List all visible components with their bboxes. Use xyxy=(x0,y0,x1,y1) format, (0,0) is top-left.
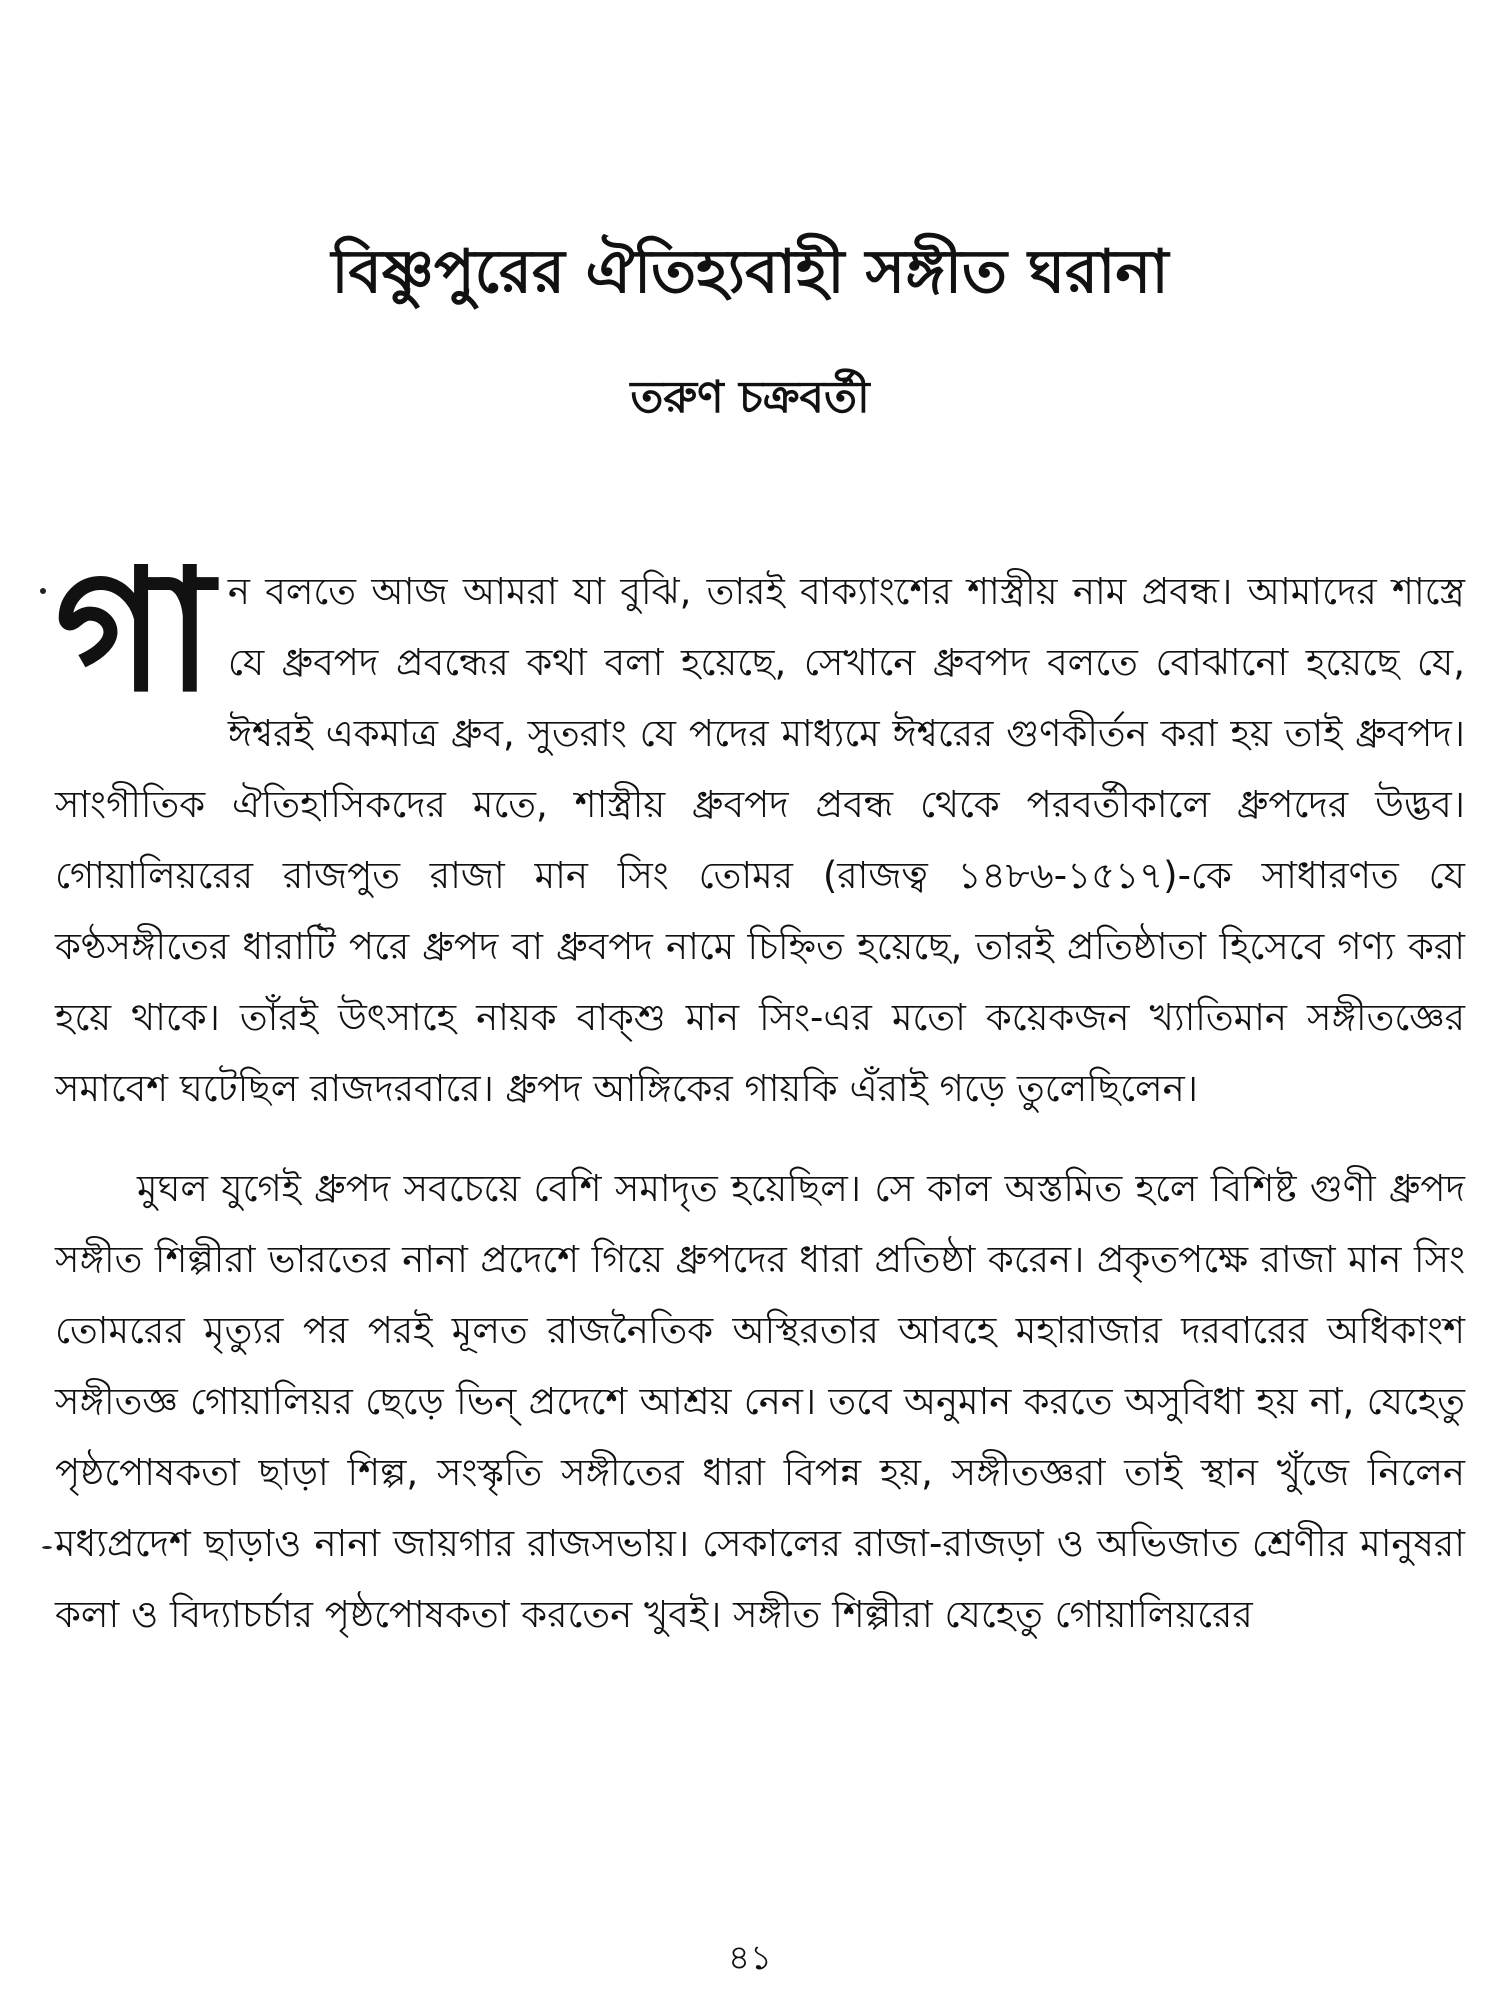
paragraph-2 xyxy=(55,1153,1465,1650)
drop-cap: গা xyxy=(55,533,210,729)
article-body xyxy=(55,533,1465,1650)
print-speck xyxy=(42,1546,52,1549)
paragraph-1 xyxy=(55,533,1465,1124)
author-name: তরুণ চক্রবর্তী xyxy=(630,372,870,423)
paragraph-1-text: ন বলতে আজ আমরা যা বুঝি, তারই বাক্যাংশের শাস্ত্রীয় নাম প্রবন্ধ। আমাদের শাস্ত্রে যে ধ্রুবপদ প্রবন্ধের কথা বলা হয়েছে, সেখানে ধ্রুবপদ বলতে বোঝানো হয়েছে যে, ঈশ্বরই একমাত্র ধ্রুব, সুতরাং যে পদের মাধ্যমে ঈশ্বরের গুণকীর্তন করা হয় তাই ধ্রুবপদ। সাংগীতিক ঐতিহাসিকদের মতে, শাস্ত্রীয় ধ্রুবপদ প্রবন্ধ থেকে পরবর্তীকালে ধ্রুপদের উদ্ভব। গোয়ালিয়রের রাজপুত রাজা মান সিং তোমর (রাজত্ব ১৪৮৬-১৫১৭)-কে সাধারণত যে কণ্ঠসঙ্গীতের ধারাটি পরে ধ্রুপদ বা ধ্রুবপদ নামে চিহ্নিত হয়েছে, তারই প্রতিষ্ঠাতা হিসেবে গণ্য করা হয়ে থাকে। তাঁরই উৎসাহে নায়ক বাক্শু মান সিং-এর মতো কয়েকজন খ্যাতিমান সঙ্গীতজ্ঞের সমাবেশ ঘটেছিল রাজদরবারে। ধ্রুপদ আঙ্গিকের গায়কি এঁরাই গড়ে তুলেছিলেন। xyxy=(55,570,1465,1110)
article-title: বিষ্ণুপুরের ঐতিহ্যবাহী সঙ্গীত ঘরানা xyxy=(331,237,1169,307)
page-number: ৪১ xyxy=(727,1938,773,1978)
print-speck xyxy=(40,588,46,594)
paragraph-2-text: মুঘল যুগেই ধ্রুপদ সবচেয়ে বেশি সমাদৃত হয়েছিল। সে কাল অস্তমিত হলে বিশিষ্ট গুণী ধ্রুপদ সঙ্গীত শিল্পীরা ভারতের নানা প্রদেশে গিয়ে ধ্রুপদের ধারা প্রতিষ্ঠা করেন। প্রকৃতপক্ষে রাজা মান সিং তোমরের মৃত্যুর পর পরই মূলত রাজনৈতিক অস্থিরতার আবহে মহারাজার দরবারের অধিকাংশ সঙ্গীতজ্ঞ গোয়ালিয়র ছেড়ে ভিন্ প্রদেশে আশ্রয় নেন। তবে অনুমান করতে অসুবিধা হয় না, যেহেতু পৃষ্ঠপোষকতা ছাড়া শিল্প, সংস্কৃতি সঙ্গীতের ধারা বিপন্ন হয়, সঙ্গীতজ্ঞরা তাই স্থান খুঁজে নিলেন মধ্যপ্রদেশ ছাড়াও নানা জায়গার রাজসভায়। সেকালের রাজা-রাজড়া ও অভিজাত শ্রেণীর মানুষরা কলা ও বিদ্যাচর্চার পৃষ্ঠপোষকতা করতেন খুবই। সঙ্গীত শিল্পীরা যেহেতু গোয়ালিয়রের xyxy=(55,1167,1465,1636)
